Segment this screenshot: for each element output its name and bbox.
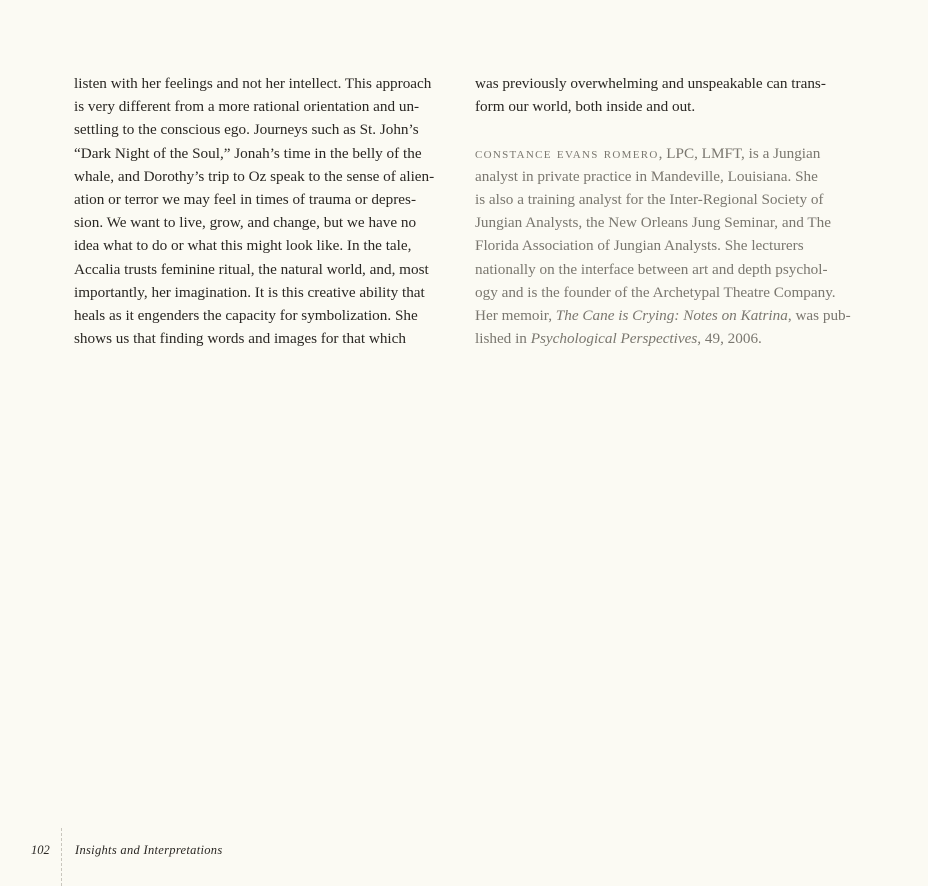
author-name: constance evans romero: [475, 144, 659, 162]
text-line: settling to the conscious ego. Journeys such as St. John’s: [74, 121, 419, 139]
right-column: [475, 72, 861, 350]
text-line: ation or terror we may feel in times of trauma or depres-: [74, 190, 417, 208]
text-line: heals as it engenders the capacity for symbolization. She: [74, 306, 418, 324]
bio-line: [475, 327, 861, 350]
text-line: listen with her feelings and not her intellect. This approach: [74, 75, 432, 92]
text-line: whale, and Dorothy’s trip to Oz speak to the sense of alien-: [74, 167, 435, 185]
bio-text: , 49, 2006.: [697, 330, 762, 348]
bio-text: lished in: [475, 330, 531, 348]
author-bio: [475, 142, 861, 351]
bio-line: analyst in private practice in Mandeville, Louisiana. She: [475, 167, 818, 185]
author-credentials: , LPC, LMFT, is a Jungian: [658, 144, 821, 162]
bio-line: Jungian Analysts, the New Orleans Jung Seminar, and The: [475, 214, 831, 232]
text-line: Accalia trusts feminine ritual, the natural world, and, most: [74, 260, 429, 278]
journal-title: Psychological Perspectives: [530, 330, 698, 348]
text-line: “Dark Night of the Soul,” Jonah’s time in the belly of the: [74, 144, 422, 162]
bio-line: ogy and is the founder of the Archetypal Theatre Company.: [475, 283, 836, 301]
bio-line: nationally on the interface between art and depth psychol-: [475, 260, 828, 278]
text-line: shows us that finding words and images for that which: [74, 330, 406, 348]
left-column: [74, 72, 458, 350]
page-number: 102: [31, 843, 50, 857]
bio-line: Florida Association of Jungian Analysts. She lecturers: [475, 237, 804, 255]
bio-line: [475, 304, 861, 327]
memoir-title: The Cane is Crying: Notes on Katrina: [555, 306, 788, 324]
bio-line: [475, 142, 861, 165]
bio-text: Her memoir,: [475, 306, 556, 324]
bio-text: , was pub-: [787, 306, 851, 324]
text-line: is very different from a more rational orientation and un-: [74, 98, 420, 116]
text-line: importantly, her imagination. It is this creative ability that: [74, 283, 425, 301]
page-footer: [0, 828, 928, 886]
text-line: was previously overwhelming and unspeakable can trans-: [475, 75, 826, 92]
running-head: Insights and Interpretations: [75, 843, 223, 857]
bio-line: is also a training analyst for the Inter-Regional Society of: [475, 190, 824, 208]
footer-divider: [61, 828, 62, 886]
text-line: form our world, both inside and out.: [475, 98, 696, 116]
text-line: sion. We want to live, grow, and change, but we have no: [74, 214, 417, 232]
text-line: idea what to do or what this might look like. In the tale,: [74, 237, 412, 255]
